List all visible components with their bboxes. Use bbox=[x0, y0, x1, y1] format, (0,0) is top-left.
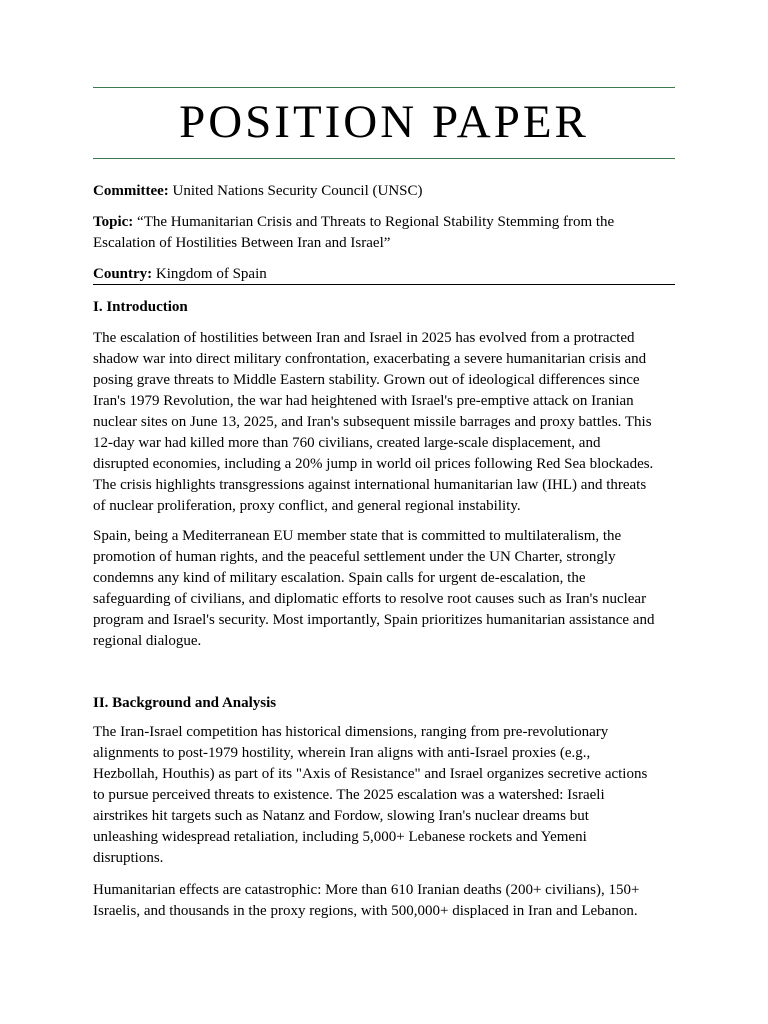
text-line: program and Israel's security. Most importantly, Spain prioritizes humanitarian assistance and bbox=[93, 612, 655, 628]
text-line: unleashing widespread retaliation, including 5,000+ Lebanese rockets and Yemeni bbox=[93, 829, 587, 845]
text-line: of nuclear proliferation, proxy conflict, and general regional instability. bbox=[93, 498, 521, 514]
country-value: Kingdom of Spain bbox=[152, 266, 267, 282]
topic-label: Topic: bbox=[93, 214, 134, 230]
text-line: shadow war into direct military confrontation, exacerbating a severe humanitarian crisis and bbox=[93, 351, 647, 367]
text-line: The Iran-Israel competition has historical dimensions, ranging from pre-revolutionary bbox=[93, 724, 609, 740]
text-line: to pursue perceived threats to existence. The 2025 escalation was a watershed: Israeli bbox=[93, 787, 605, 803]
topic-value-1: “The Humanitarian Crisis and Threats to Regional Stability Stemming from the bbox=[133, 214, 615, 230]
title-top-rule bbox=[93, 87, 675, 88]
text-line: The crisis highlights transgressions against international humanitarian law (IHL) and threats bbox=[93, 477, 647, 493]
text-line: disrupted economies, including a 20% jump in world oil prices following Red Sea blockades. bbox=[93, 456, 654, 472]
text-line: Humanitarian effects are catastrophic: More than 610 Iranian deaths (200+ civilians), 150+ bbox=[93, 882, 640, 898]
text-line: posing grave threats to Middle Eastern stability. Grown out of ideological differences since bbox=[93, 372, 640, 388]
text-line: Iran's 1979 Revolution, the war had heightened with Israel's pre-emptive attack on Iranian bbox=[93, 393, 634, 409]
text-line: alignments to post-1979 hostility, wherein Iran aligns with anti-Israel proxies (e.g., bbox=[93, 745, 591, 761]
committee-line bbox=[93, 181, 675, 202]
country-label: Country: bbox=[93, 266, 153, 282]
committee-label: Committee: bbox=[93, 183, 169, 199]
country-underline bbox=[93, 284, 675, 285]
intro-paragraph-1 bbox=[93, 328, 675, 517]
background-paragraph-2 bbox=[93, 880, 675, 922]
text-line: The escalation of hostilities between Iran and Israel in 2025 has evolved from a protracted bbox=[93, 330, 635, 346]
page-title: POSITION PAPER bbox=[179, 96, 589, 148]
text-line: Hezbollah, Houthis) as part of its "Axis of Resistance" and Israel organizes secretive actions bbox=[93, 766, 648, 782]
text-line: airstrikes hit targets such as Natanz and Fordow, slowing Iran's nuclear dreams but bbox=[93, 808, 589, 824]
committee-value: United Nations Security Council (UNSC) bbox=[168, 183, 423, 199]
text-line: condemns any kind of military escalation. Spain calls for urgent de-escalation, the bbox=[93, 570, 586, 586]
background-paragraph-1 bbox=[93, 722, 675, 869]
topic-line-1 bbox=[93, 212, 675, 233]
topic-line bbox=[93, 212, 675, 254]
intro-paragraph-2 bbox=[93, 526, 675, 652]
text-line: promotion of human rights, and the peaceful settlement under the UN Charter, strongly bbox=[93, 549, 616, 565]
topic-value-2: Escalation of Hostilities Between Iran and Israel” bbox=[93, 235, 391, 251]
section-heading-background: II. Background and Analysis bbox=[93, 695, 277, 711]
country-line bbox=[93, 264, 675, 285]
text-line: 12-day war had killed more than 760 civilians, created large-scale displacement, and bbox=[93, 435, 601, 451]
text-line: regional dialogue. bbox=[93, 633, 202, 649]
title-bottom-rule bbox=[93, 158, 675, 159]
section-heading-introduction: I. Introduction bbox=[93, 299, 188, 315]
text-line: nuclear sites on June 13, 2025, and Iran's subsequent missile barrages and proxy battles. This bbox=[93, 414, 652, 430]
text-line: Israelis, and thousands in the proxy regions, with 500,000+ displaced in Iran and Lebanon. bbox=[93, 903, 638, 919]
text-line: disruptions. bbox=[93, 850, 164, 866]
text-line: safeguarding of civilians, and diplomatic efforts to resolve root causes such as Iran's nuclear bbox=[93, 591, 647, 607]
text-line: Spain, being a Mediterranean EU member state that is committed to multilateralism, the bbox=[93, 528, 622, 544]
